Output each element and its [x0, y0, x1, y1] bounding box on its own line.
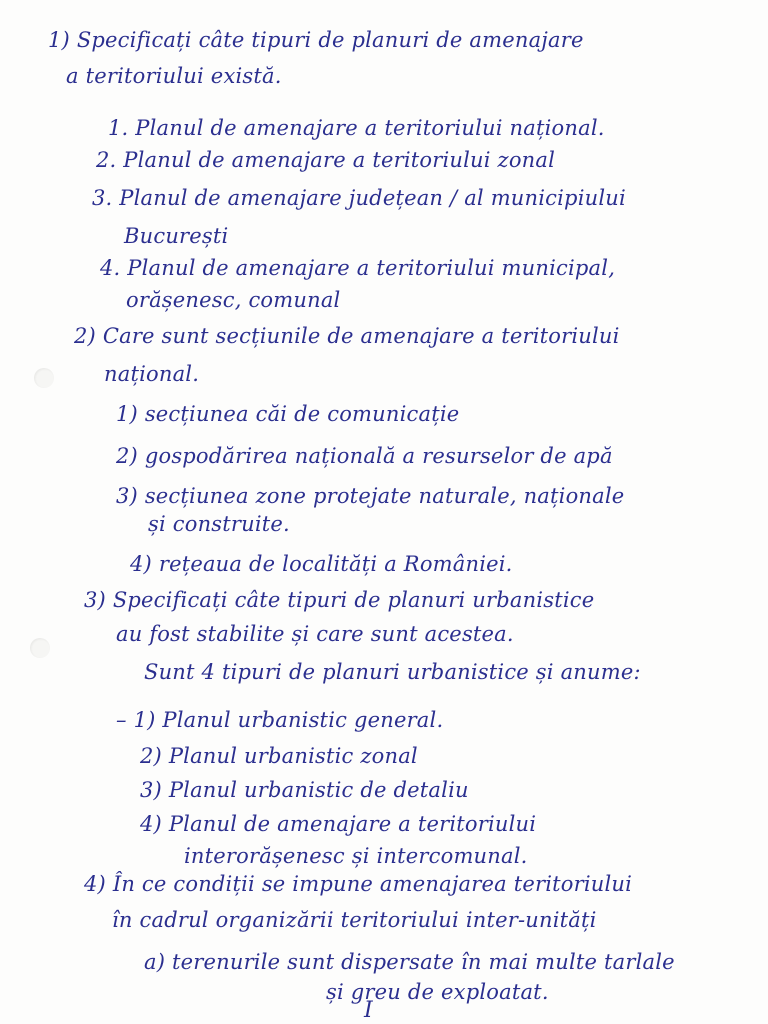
answer-3-item-1: – 1) Planul urbanistic general. — [116, 708, 444, 732]
page-number: I — [364, 998, 373, 1023]
answer-1-item-3-cont: București — [124, 224, 229, 248]
answer-3-item-4-cont: interorășenesc și intercomunal. — [184, 844, 528, 868]
question-2-line-1: 2) Care sunt secțiunile de amenajare a teritoriului — [74, 324, 620, 348]
answer-2-item-1: 1) secțiunea căi de comunicație — [116, 402, 460, 426]
answer-2-item-3-cont: și construite. — [148, 512, 290, 536]
answer-1-item-2: 2. Planul de amenajare a teritoriului zonal — [96, 148, 556, 172]
punch-hole — [34, 368, 54, 388]
question-3-line-2: au fost stabilite și care sunt acestea. — [116, 622, 514, 646]
question-2-line-2: național. — [104, 362, 200, 386]
answer-2-item-3: 3) secțiunea zone protejate naturale, naționale — [116, 484, 625, 508]
answer-2-item-4: 4) rețeaua de localități a României. — [130, 552, 513, 576]
answer-3-item-4: 4) Planul de amenajare a teritoriului — [140, 812, 537, 836]
answer-1-item-1: 1. Planul de amenajare a teritoriului național. — [108, 116, 605, 140]
punch-hole — [30, 638, 50, 658]
answer-3-item-3: 3) Planul urbanistic de detaliu — [140, 778, 469, 802]
question-4-line-2: în cadrul organizării teritoriului inter-unități — [112, 908, 597, 932]
answer-1-item-3: 3. Planul de amenajare județean / al municipiului — [92, 186, 626, 210]
answer-1-item-4-cont: orășenesc, comunal — [126, 288, 341, 312]
answer-2-item-2: 2) gospodărirea națională a resurselor de apă — [116, 444, 613, 468]
answer-4-item-a-cont: și greu de exploatat. — [326, 980, 549, 1004]
question-3-line-1: 3) Specificați câte tipuri de planuri urbanistice — [84, 588, 595, 612]
question-1-line-2: a teritoriului există. — [66, 64, 282, 88]
question-1-line-1: 1) Specificați câte tipuri de planuri de amenajare — [48, 28, 584, 52]
answer-3-intro: Sunt 4 tipuri de planuri urbanistice și anume: — [144, 660, 641, 684]
answer-1-item-4: 4. Planul de amenajare a teritoriului municipal, — [100, 256, 616, 280]
answer-3-item-2: 2) Planul urbanistic zonal — [140, 744, 418, 768]
answer-4-item-a: a) terenurile sunt dispersate în mai multe tarlale — [144, 950, 675, 974]
question-4-line-1: 4) În ce condiții se impune amenajarea teritoriului — [84, 872, 633, 896]
